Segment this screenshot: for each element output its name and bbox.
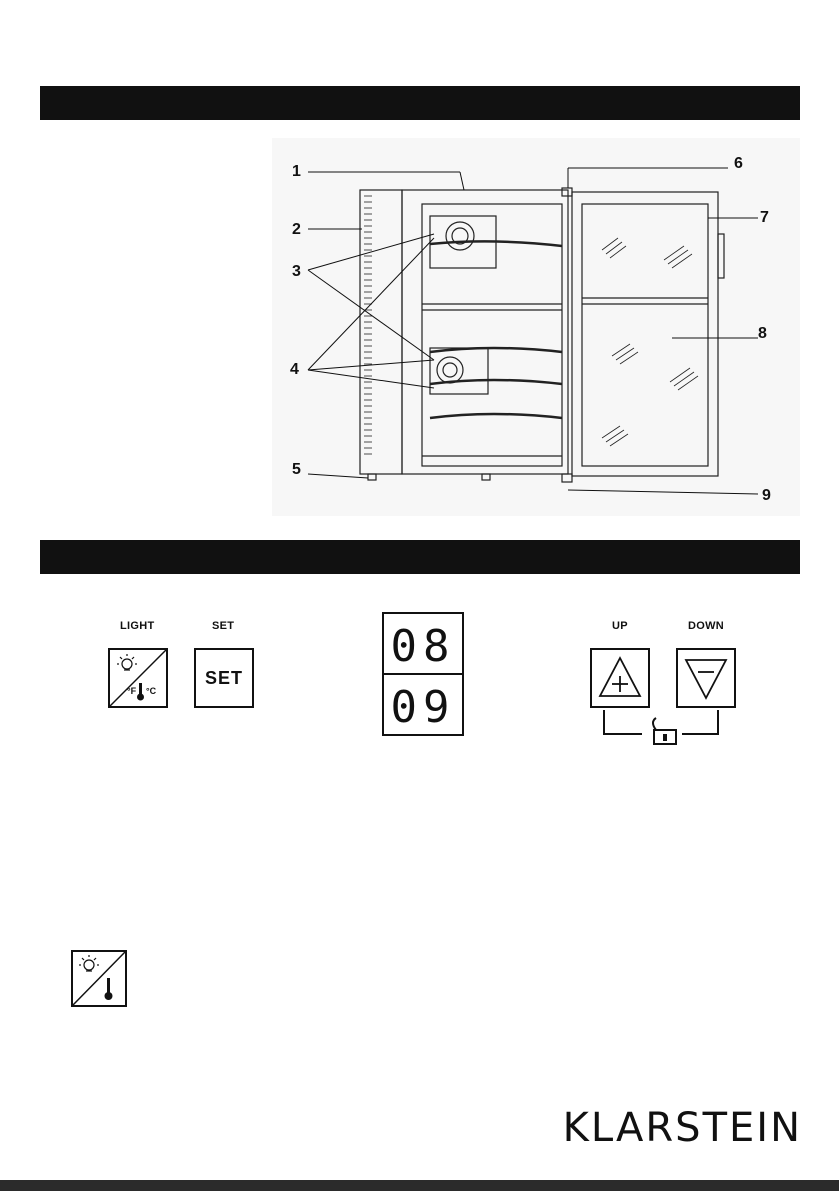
fahrenheit-label: °F <box>127 686 137 696</box>
callout-6: 6 <box>734 155 743 172</box>
up-button[interactable] <box>590 648 650 708</box>
celsius-label: °C <box>146 686 157 696</box>
glass-door <box>572 192 718 476</box>
digital-display <box>382 612 464 736</box>
section-header-bar-top <box>40 86 800 120</box>
callout-2: 2 <box>292 221 301 238</box>
lock-icon <box>653 718 676 744</box>
door-glass-pane <box>582 204 708 466</box>
callout-8: 8 <box>758 325 767 342</box>
section-header-bar-middle <box>40 540 800 574</box>
light-label: LIGHT <box>120 620 155 632</box>
display-digits <box>384 614 462 734</box>
wine-cooler-drawing <box>272 138 800 516</box>
side-vents <box>364 196 372 454</box>
light-bulb-icon <box>117 654 137 670</box>
wine-cooler-diagram <box>272 138 800 516</box>
light-thermometer-icon <box>110 650 166 706</box>
up-label: UP <box>612 620 628 632</box>
lock-combination-bracket <box>598 708 728 748</box>
shelf-4 <box>430 414 562 418</box>
lower-fan-unit <box>430 348 488 394</box>
down-button[interactable] <box>676 648 736 708</box>
footer-bar <box>0 1180 839 1191</box>
leader-lines <box>308 168 758 494</box>
callout-7: 7 <box>760 209 769 226</box>
light-thermometer-small-icon <box>71 950 127 1007</box>
shelf-2 <box>430 348 562 352</box>
down-label: DOWN <box>688 620 725 632</box>
door-handle <box>718 234 724 278</box>
minus-triangle-icon <box>678 650 734 706</box>
thermometer-icon <box>137 683 144 701</box>
callout-4: 4 <box>290 361 299 378</box>
bottom-hinge <box>562 474 572 482</box>
set-button-label: SET <box>204 667 243 688</box>
display-top-value: 08 <box>390 621 456 672</box>
cabinet-front <box>402 190 568 474</box>
top-hinge <box>562 188 572 196</box>
brand-logo: KLARSTEIN <box>562 1105 802 1151</box>
set-label: SET <box>212 620 235 632</box>
light-unit-button[interactable] <box>108 648 168 708</box>
set-button[interactable] <box>194 648 254 708</box>
display-bottom-value: 09 <box>390 682 456 733</box>
callout-1: 1 <box>292 163 301 180</box>
callout-5: 5 <box>292 461 301 478</box>
cabinet-side-panel <box>360 190 402 474</box>
plus-triangle-icon <box>592 650 648 706</box>
callout-3: 3 <box>292 263 301 280</box>
callout-9: 9 <box>762 487 771 504</box>
